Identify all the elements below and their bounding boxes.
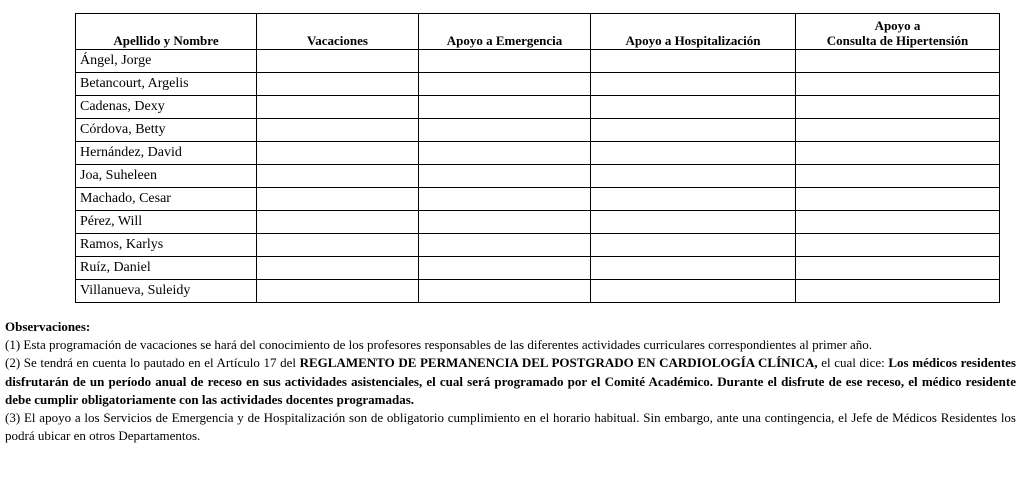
table-row bbox=[76, 234, 1000, 257]
hospitalization-support-cell[interactable] bbox=[591, 234, 796, 257]
hospitalization-support-cell[interactable] bbox=[591, 257, 796, 280]
vacations-cell[interactable] bbox=[257, 73, 419, 96]
hospitalization-support-cell[interactable] bbox=[591, 211, 796, 234]
header-vacations bbox=[257, 14, 419, 50]
resident-name-cell: Cadenas, Dexy bbox=[76, 96, 257, 119]
resident-name-cell: Villanueva, Suleidy bbox=[76, 280, 257, 303]
table-row bbox=[76, 96, 1000, 119]
table-row bbox=[76, 119, 1000, 142]
hypertension-consult-cell[interactable] bbox=[796, 73, 1000, 96]
emergency-support-cell[interactable] bbox=[419, 50, 591, 73]
hypertension-consult-cell[interactable] bbox=[796, 234, 1000, 257]
hospitalization-support-cell[interactable] bbox=[591, 165, 796, 188]
table-row bbox=[76, 188, 1000, 211]
vacations-cell[interactable] bbox=[257, 188, 419, 211]
note2-regulation-name: REGLAMENTO DE PERMANENCIA DEL POSTGRADO EN CARDIOLOGÍA CLÍNICA, bbox=[299, 355, 818, 371]
vacations-cell[interactable] bbox=[257, 96, 419, 119]
note2-intro: (2) Se tendrá en cuenta lo pautado en el Artículo 17 del bbox=[5, 355, 300, 371]
observation-note-2 bbox=[5, 354, 1016, 409]
note2-says: el cual dice: bbox=[817, 355, 889, 371]
resident-name-cell: Betancourt, Argelis bbox=[76, 73, 257, 96]
hospitalization-support-cell[interactable] bbox=[591, 188, 796, 211]
note2-quote: Los médicos residentes disfrutarán de un período anual de receso en sus actividades asistenciales, el cual será programado por el Comité Académico. Durante el disfrute de ese receso, el médico residente debe cumplir obligatoriamente con las actividades docentes programadas. bbox=[5, 355, 1016, 407]
table-row bbox=[76, 257, 1000, 280]
emergency-support-cell[interactable] bbox=[419, 142, 591, 165]
header-name-label: Apellido y Nombre bbox=[113, 33, 219, 48]
emergency-support-cell[interactable] bbox=[419, 119, 591, 142]
table-row bbox=[76, 142, 1000, 165]
emergency-support-cell[interactable] bbox=[419, 73, 591, 96]
hypertension-consult-cell[interactable] bbox=[796, 211, 1000, 234]
table-row bbox=[76, 280, 1000, 303]
resident-name-cell: Ruíz, Daniel bbox=[76, 257, 257, 280]
header-hypertension-line2: Consulta de Hipertensión bbox=[826, 33, 969, 48]
hypertension-consult-cell[interactable] bbox=[796, 119, 1000, 142]
emergency-support-cell[interactable] bbox=[419, 211, 591, 234]
observation-note-1: (1) Esta programación de vacaciones se hará del conocimiento de los profesores responsables de las diferentes actividades curriculares correspondientes al primer año. bbox=[5, 337, 873, 353]
resident-name-cell: Joa, Suheleen bbox=[76, 165, 257, 188]
hypertension-consult-cell[interactable] bbox=[796, 50, 1000, 73]
vacations-cell[interactable] bbox=[257, 257, 419, 280]
hypertension-consult-cell[interactable] bbox=[796, 165, 1000, 188]
resident-name-cell: Córdova, Betty bbox=[76, 119, 257, 142]
vacations-cell[interactable] bbox=[257, 50, 419, 73]
vacations-cell[interactable] bbox=[257, 280, 419, 303]
emergency-support-cell[interactable] bbox=[419, 188, 591, 211]
emergency-support-cell[interactable] bbox=[419, 280, 591, 303]
hospitalization-support-cell[interactable] bbox=[591, 73, 796, 96]
header-hypertension-line1: Apoyo a bbox=[874, 18, 921, 33]
header-name bbox=[76, 14, 257, 50]
emergency-support-cell[interactable] bbox=[419, 165, 591, 188]
table-body bbox=[76, 50, 1000, 303]
observations-title: Observaciones: bbox=[5, 319, 91, 334]
vacations-cell[interactable] bbox=[257, 211, 419, 234]
observation-note-3: (3) El apoyo a los Servicios de Emergencia y de Hospitalización son de obligatorio cumplimiento en el horario habitual. Sin embargo, ante una contingencia, el Jefe de Médicos Residentes los podrá ubicar en otros Departamentos. bbox=[5, 410, 1016, 444]
hospitalization-support-cell[interactable] bbox=[591, 280, 796, 303]
hospitalization-support-cell[interactable] bbox=[591, 50, 796, 73]
table-row bbox=[76, 50, 1000, 73]
resident-name-cell: Ángel, Jorge bbox=[76, 50, 257, 73]
table-row bbox=[76, 165, 1000, 188]
vacations-cell[interactable] bbox=[257, 119, 419, 142]
table-row bbox=[76, 211, 1000, 234]
hypertension-consult-cell[interactable] bbox=[796, 280, 1000, 303]
observations-section bbox=[5, 318, 1016, 445]
table-header-row bbox=[76, 14, 1000, 50]
emergency-support-cell[interactable] bbox=[419, 234, 591, 257]
hypertension-consult-cell[interactable] bbox=[796, 257, 1000, 280]
vacations-cell[interactable] bbox=[257, 142, 419, 165]
emergency-support-cell[interactable] bbox=[419, 96, 591, 119]
vacations-cell[interactable] bbox=[257, 234, 419, 257]
hypertension-consult-cell[interactable] bbox=[796, 96, 1000, 119]
vacations-cell[interactable] bbox=[257, 165, 419, 188]
resident-name-cell: Ramos, Karlys bbox=[76, 234, 257, 257]
emergency-support-cell[interactable] bbox=[419, 257, 591, 280]
hospitalization-support-cell[interactable] bbox=[591, 142, 796, 165]
header-hypertension-consult bbox=[796, 14, 1000, 50]
header-hospitalization-support bbox=[591, 14, 796, 50]
header-emergency-label: Apoyo a Emergencia bbox=[446, 33, 563, 48]
header-hospitalization-label: Apoyo a Hospitalización bbox=[625, 33, 761, 48]
resident-name-cell: Pérez, Will bbox=[76, 211, 257, 234]
hospitalization-support-cell[interactable] bbox=[591, 119, 796, 142]
resident-name-cell: Hernández, David bbox=[76, 142, 257, 165]
header-vacations-label: Vacaciones bbox=[307, 33, 368, 48]
header-emergency-support bbox=[419, 14, 591, 50]
resident-name-cell: Machado, Cesar bbox=[76, 188, 257, 211]
vacation-schedule-table bbox=[75, 13, 1000, 303]
hypertension-consult-cell[interactable] bbox=[796, 142, 1000, 165]
table-row bbox=[76, 73, 1000, 96]
hospitalization-support-cell[interactable] bbox=[591, 96, 796, 119]
hypertension-consult-cell[interactable] bbox=[796, 188, 1000, 211]
